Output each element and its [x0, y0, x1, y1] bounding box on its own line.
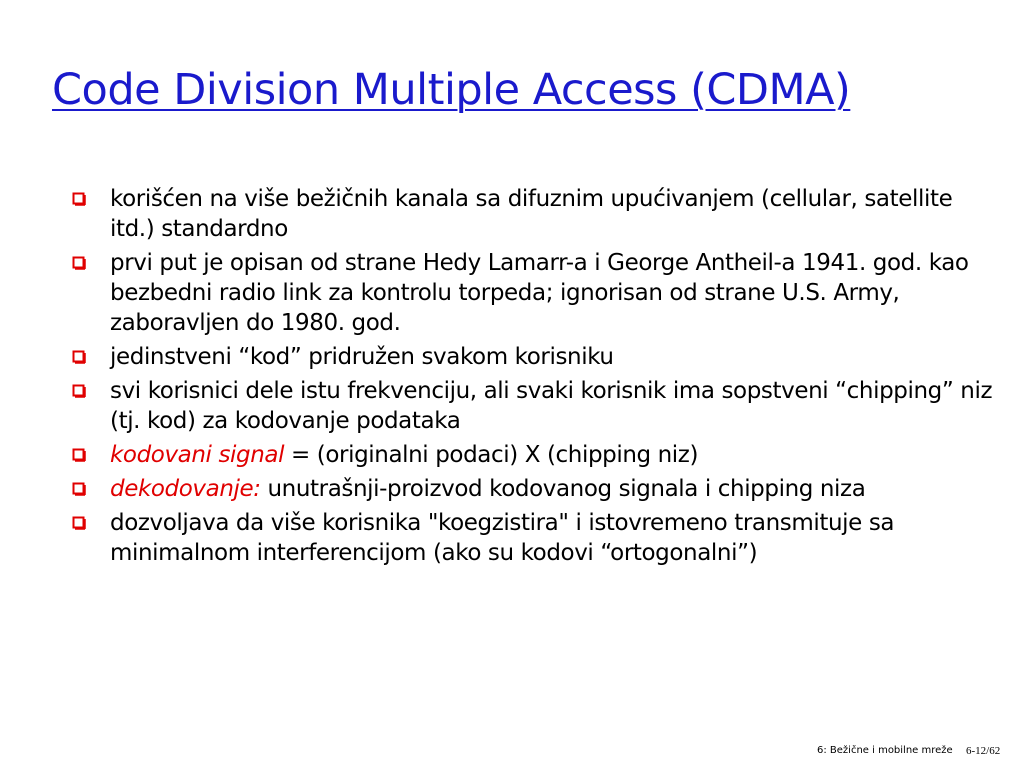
bullet-highlight: kodovani signal	[110, 442, 285, 468]
bullet-item	[72, 474, 1002, 504]
bullet-text: svi korisnici dele istu frekvenciju, ali svaki korisnik ima sopstveni “chipping” niz (tj. kod) za kodovanje podataka	[110, 378, 993, 434]
bullet-text: jedinstveni “kod” pridružen svakom korisniku	[110, 344, 614, 370]
hollow-square-bullet-icon	[72, 482, 86, 496]
hollow-square-bullet-icon	[72, 516, 86, 530]
bullet-text: = (originalni podaci) X (chipping niz)	[284, 442, 699, 468]
bullet-item	[72, 184, 1002, 244]
hollow-square-bullet-icon	[72, 448, 86, 462]
bullet-item	[72, 342, 1002, 372]
bullet-text: prvi put je opisan od strane Hedy Lamarr-a i George Antheil-a 1941. god. kao bezbedni radio link za kontrolu torpeda; ignorisan od strane U.S. Army, zaboravljen do 1980. god.	[110, 250, 969, 336]
hollow-square-bullet-icon	[72, 384, 86, 398]
hollow-square-bullet-icon	[72, 192, 86, 206]
footer-chapter: 6: Bežične i mobilne mreže	[817, 745, 953, 756]
bullet-item	[72, 440, 1002, 470]
bullet-text: korišćen na više bežičnih kanala sa difuznim upućivanjem (cellular, satellite itd.) standardno	[110, 186, 953, 242]
bullet-item	[72, 248, 1002, 338]
bullet-item	[72, 508, 1002, 568]
bullet-highlight: dekodovanje:	[110, 476, 261, 502]
bullet-text: unutrašnji-proizvod kodovanog signala i chipping niza	[260, 476, 866, 502]
bullet-list	[72, 184, 1002, 572]
bullet-item	[72, 376, 1002, 436]
bullet-text: dozvoljava da više korisnika "koegzistira" i istovremeno transmituje sa minimalnom interferencijom (ako su kodovi “ortogonalni”)	[110, 510, 895, 566]
hollow-square-bullet-icon	[72, 350, 86, 364]
hollow-square-bullet-icon	[72, 256, 86, 270]
footer-page-number: 6-12/62	[966, 745, 1001, 757]
slide-title: Code Division Multiple Access (CDMA)	[52, 65, 851, 115]
